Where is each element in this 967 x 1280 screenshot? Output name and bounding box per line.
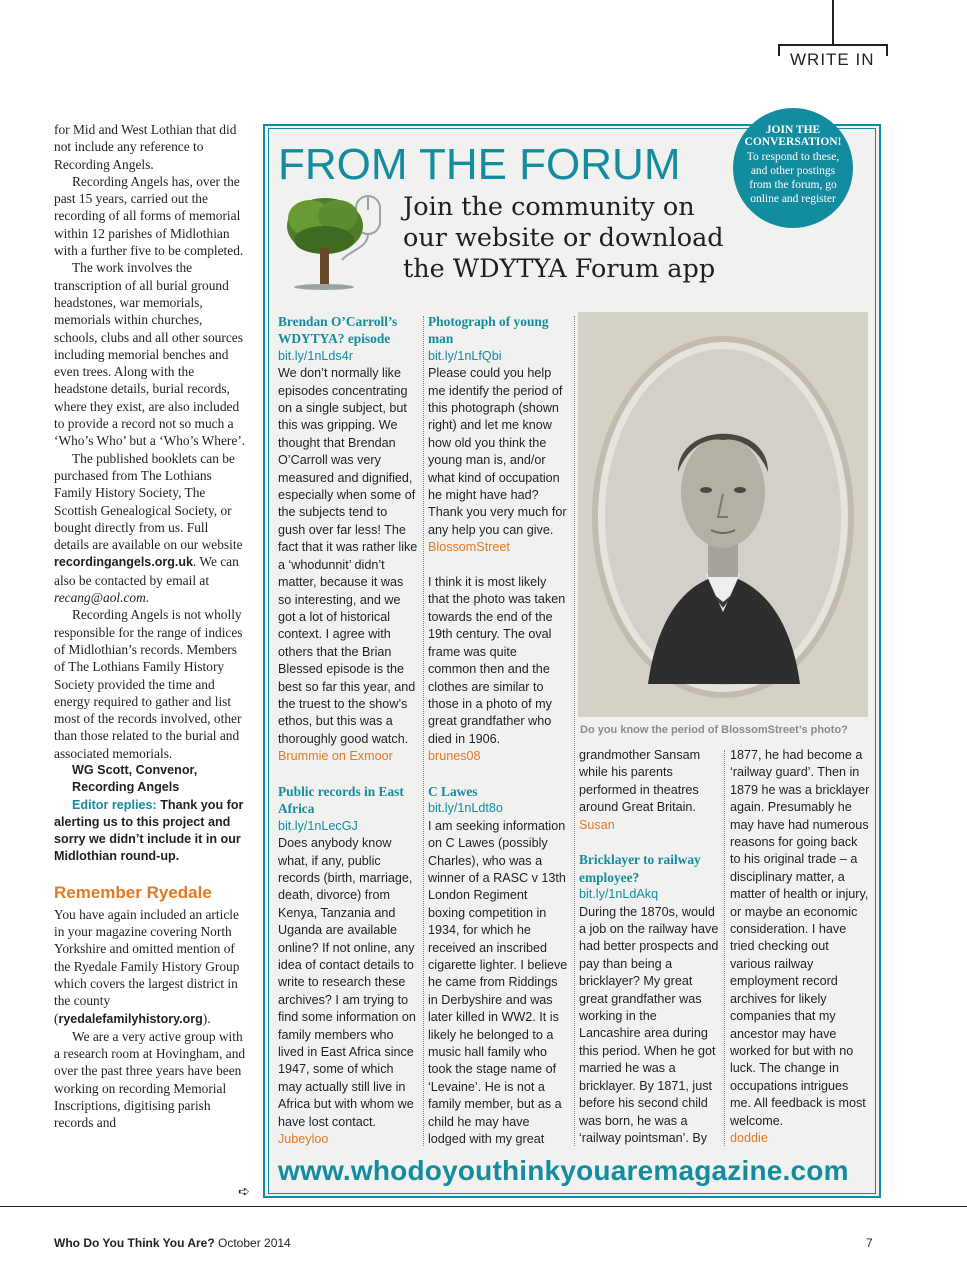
post-body: I am seeking information on C Lawes (possibly Charles), who was a winner of a RASC v 13th London Regiment boxing competition in 1934, for which he received an inscribed cigarette lighter. I believe he came from Riddings in Derbyshire and was later killed in WW2. It is likely he belonged to a music hall family who took the stage name of ‘Levaine’. He is not a family member, but as a child he may have lodged with my great xyxy=(428,818,568,1147)
letter-paragraph-text: The published booklets can be purchased from The Lothians Family History Society, The Scottish Genealogical Society, or bought directly from us. Full details are available on our website xyxy=(54,450,243,553)
post-body-continued: grandmother Sansam while his parents performed in theatres around Great Britain. xyxy=(579,748,701,815)
letter-contact-end: . xyxy=(145,590,150,606)
forum-title: FROM THE FORUM xyxy=(278,140,681,189)
signature-org: Recording Angels xyxy=(72,780,180,795)
reply-body: I think it is most likely that the photo was taken towards the end of the 19th century. The oval frame was quite common then and the clothes are similar to those in a photo of my great grandfather who died in 1906. xyxy=(428,575,566,746)
letter-website-link[interactable]: recordingangels.org.uk xyxy=(54,555,193,570)
tree-mouse-icon xyxy=(280,188,390,293)
letter-paragraph: Recording Angels has, over the past 15 years, carried out the recording of all forms of memorial within 12 parishes of Midlothian with a further five to be completed. xyxy=(54,173,244,259)
post-link[interactable]: bit.ly/1nLecGJ xyxy=(278,818,358,833)
continue-arrow-icon: ➪ xyxy=(238,1183,250,1199)
post-body: We don’t normally like episodes concentrating on a single subject, but this was gripping. We thought that Brendan O’Carroll was very measured and dignified, especially when some of the subjects tend to gush over far less! The fact that it was rather like a ‘whodunnit’ didn’t matter, because it was so interesting, and we got a lot of historical context. I agree with others that the Brian Blessed episode is the best so far this year, and the truest to the show’s ethos, but this was a thoroughly good watch. xyxy=(278,366,418,746)
forum-column-3 xyxy=(579,747,719,1147)
ryedale-paragraph xyxy=(54,906,246,1028)
reply-author[interactable]: brunes08 xyxy=(428,749,481,764)
forum-column-4 xyxy=(730,747,870,1147)
ryedale-heading: Remember Ryedale xyxy=(54,882,212,902)
footer-credit xyxy=(54,1236,291,1250)
editor-reply xyxy=(54,797,246,866)
post-author[interactable]: BlossomStreet xyxy=(428,540,510,555)
post-body: Does anybody know what, if any, public records (birth, marriage, death, divorce) from Kenya, Tanzania and Uganda are available online? If not online, any idea of contact details to write to research these archives? I am trying to find some information on family members who lived in East Africa since 1947, some of which may actually still live in Africa but with whom we have lost contact. xyxy=(278,836,416,1129)
ryedale-paragraph: We are a very active group with a research room at Hovingham, and over the past three years have been working on recording Memorial Inscriptions, digitising parish records and xyxy=(54,1028,246,1131)
header-rule-tick-right xyxy=(886,44,888,56)
letter-paragraph: Recording Angels is not wholly responsible for the range of indices of Midlothian’s records. Members of The Lothians Family History Society provided the time and energy required to gather and list most of the records involved, other than those related to the burial and associated memorials. xyxy=(54,607,243,761)
page-number: 7 xyxy=(866,1236,873,1250)
post-link[interactable]: bit.ly/1nLdt8o xyxy=(428,801,503,816)
ryedale-text-end: ). xyxy=(202,1010,211,1026)
column-divider xyxy=(423,316,424,1146)
letter-contact-text: . We can also be contacted by email at xyxy=(54,554,239,588)
column-divider xyxy=(724,750,725,1146)
signature-name: WG Scott, Convenor, xyxy=(72,762,198,777)
column-divider xyxy=(574,316,575,1146)
letter-paragraph xyxy=(54,450,246,607)
forum-subtitle: Join the community on our website or download the WDYTYA Forum app xyxy=(403,192,724,284)
letter-paragraph: The work involves the transcription of all burial ground headstones, war memorials, memorials within churches, schools, clubs and all other sources including memorial benches and even trees. Along with the headstone details, burial records, where they exist, are also included to provide a record not so much a ‘Who’s Who’ but a ‘Who’s Where’. xyxy=(54,260,246,449)
ryedale-text-start: You have again included an article in your magazine covering North Yorkshire and omitted mention of the Ryedale Family History Group which covers the largest district in the county ( xyxy=(54,906,240,1026)
post-author[interactable]: Brummie on Exmoor xyxy=(278,749,393,764)
forum-column-2 xyxy=(428,313,568,1148)
join-conversation-badge[interactable] xyxy=(733,108,853,228)
portrait-illustration xyxy=(578,312,868,717)
forum-column-1 xyxy=(278,313,418,1148)
header-rule-tick-left xyxy=(778,44,780,56)
letter-paragraph: for Mid and West Lothian that did not include any reference to Recording Angels. xyxy=(54,122,237,172)
ryedale-website-link[interactable]: ryedalefamilyhistory.org xyxy=(58,1011,203,1026)
letter-column xyxy=(54,121,246,1132)
footer-rule xyxy=(0,1206,967,1207)
footer-issue: October 2014 xyxy=(214,1236,291,1250)
editor-text: Thank you for alerting us to this project and sorry we didn’t include it in our Midlothian round-up. xyxy=(54,797,244,864)
photo-caption: Do you know the period of BlossomStreet’s photo? xyxy=(580,724,848,736)
post-link[interactable]: bit.ly/1nLds4r xyxy=(278,348,353,363)
magazine-url-link[interactable]: www.whodoyouthinkyouaremagazine.com xyxy=(278,1155,849,1186)
post-body-continued: 1877, he had become a ‘railway guard’. Then in 1879 he was a bricklayer again. Presumably he may have had numerous reasons for going back to his original trade – a disciplinary matter, a matter of health or injury, or maybe an economic consideration. I have tried checking out various railway employment record archives for likely companies that my ancestor may have worked for but with no luck. The change in occupations intrigues me. All feedback is most welcome. xyxy=(730,748,870,1128)
post-author[interactable]: doddie xyxy=(730,1130,768,1145)
section-tag: WRITE IN xyxy=(790,50,875,69)
post-title: Bricklayer to railway employee? xyxy=(579,852,701,885)
editor-label: Editor replies: xyxy=(72,797,157,812)
post-title: Public records in East Africa xyxy=(278,783,404,817)
post-author[interactable]: Jubeyloo xyxy=(278,1132,329,1147)
post-author[interactable]: Susan xyxy=(579,817,615,832)
post-title: Photograph of young man xyxy=(428,314,549,347)
vintage-portrait-photo xyxy=(578,312,868,717)
post-link[interactable]: bit.ly/1nLfQbi xyxy=(428,348,502,363)
letter-email-link[interactable]: recang@aol.com xyxy=(54,590,146,606)
post-title: C Lawes xyxy=(428,783,478,799)
post-body: During the 1870s, would a job on the railway have had better prospects and pay than being a bricklayer? My great great grandfather was working in the Lancashire area during this period. When he got married he was a bricklayer. By 1871, just before his second child was born, he was a ‘railway pointsman’. By xyxy=(579,904,719,1145)
post-title: Brendan O’Carroll’s WDYTYA? episode xyxy=(278,314,398,347)
header-rule-horizontal xyxy=(778,44,888,46)
footer-magazine: Who Do You Think You Are? xyxy=(54,1236,215,1250)
badge-text: To respond to these, and other postings from the forum, go online and register xyxy=(746,151,840,205)
post-body: Please could you help me identify the period of this photograph (shown right) and let me know how old you think the young man is, and/or what kind of occupation he might have had? Thank you very much for any help you can give. xyxy=(428,366,567,537)
header-rule-vertical xyxy=(832,0,834,44)
post-link[interactable]: bit.ly/1nLdAkq xyxy=(579,887,659,902)
badge-heading: JOIN THE CONVERSATION! xyxy=(744,124,842,148)
